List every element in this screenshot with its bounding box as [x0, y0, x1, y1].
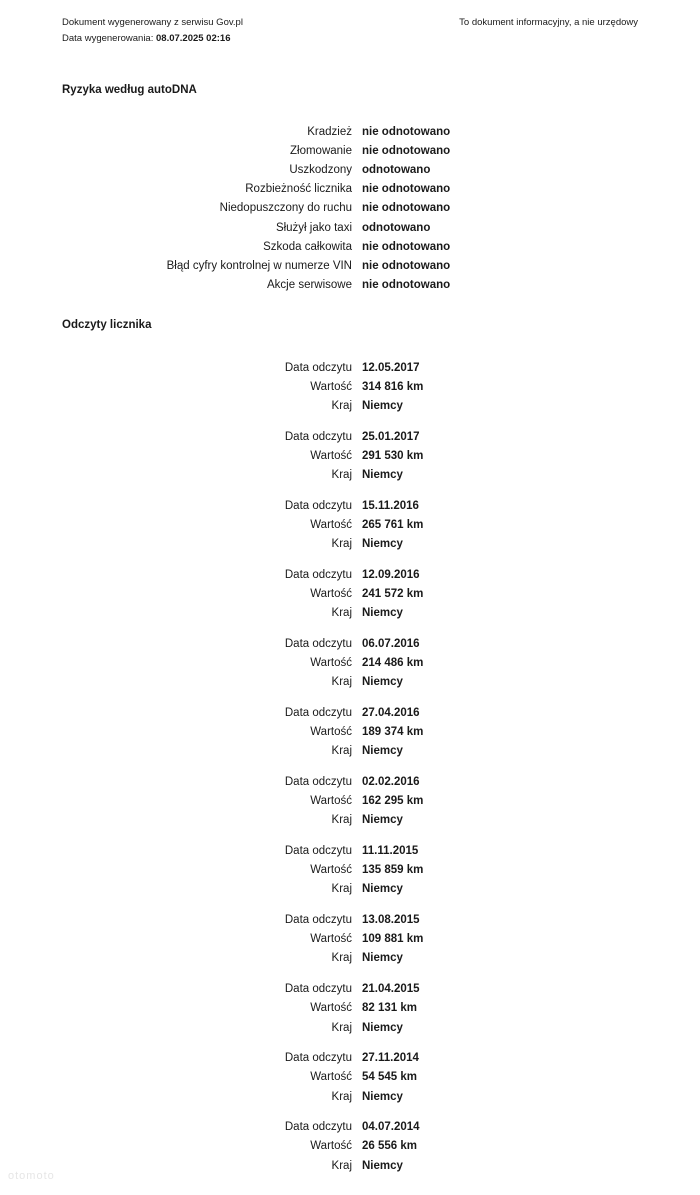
reading-country-value: Niemcy	[362, 1021, 403, 1034]
source-label: Dokument wygenerowany z serwisu Gov.pl	[62, 17, 243, 28]
reading-date	[0, 565, 700, 584]
reading-country	[0, 396, 700, 415]
reading-value-value: 82 131 km	[362, 1002, 417, 1015]
risk-row-value: odnotowano	[362, 163, 431, 176]
reading-date-value: 06.07.2016	[362, 637, 420, 650]
reading-country	[0, 604, 700, 623]
reading-country-label: Kraj	[331, 469, 352, 482]
reading-date	[0, 772, 700, 791]
reading-value	[0, 1068, 700, 1087]
reading-value-label: Wartość	[310, 657, 352, 670]
risk-row-label: Służył jako taxi	[275, 221, 352, 234]
reading-country-value: Niemcy	[362, 952, 403, 965]
reading-value-label: Wartość	[310, 1002, 352, 1015]
reading-country	[0, 1087, 700, 1106]
risk-row-value: nie odnotowano	[362, 125, 451, 138]
reading-value-value: 265 761 km	[362, 518, 424, 531]
reading-date-label: Data odczytu	[284, 568, 352, 581]
reading-country	[0, 1156, 700, 1175]
reading-value	[0, 584, 700, 603]
reading-value-label: Wartość	[310, 864, 352, 877]
reading-country-value: Niemcy	[362, 883, 403, 896]
reading-country	[0, 673, 700, 692]
reading-value-value: 189 374 km	[362, 726, 424, 739]
reading-date-value: 02.02.2016	[362, 775, 420, 788]
reading-value-value: 162 295 km	[362, 795, 424, 808]
reading-date-value: 21.04.2015	[362, 983, 420, 996]
reading-value-label: Wartość	[310, 587, 352, 600]
risks-section-title: Ryzyka według autoDNA	[62, 84, 197, 96]
reading-country-value: Niemcy	[362, 1159, 403, 1172]
reading-date-label: Data odczytu	[284, 499, 352, 512]
reading-country-label: Kraj	[331, 745, 352, 758]
reading-country-label: Kraj	[331, 607, 352, 620]
odometer-reading	[0, 1118, 700, 1176]
odometer-reading	[0, 772, 700, 830]
reading-value	[0, 515, 700, 534]
reading-date	[0, 1118, 700, 1137]
reading-country	[0, 811, 700, 830]
risk-row-value: nie odnotowano	[362, 240, 451, 253]
generation-date	[62, 31, 243, 47]
risk-row	[0, 218, 700, 237]
reading-date-value: 25.01.2017	[362, 430, 420, 443]
odometer-reading	[0, 358, 700, 416]
reading-country-value: Niemcy	[362, 814, 403, 827]
reading-date	[0, 634, 700, 653]
reading-date-label: Data odczytu	[284, 914, 352, 927]
reading-country-value: Niemcy	[362, 745, 403, 758]
reading-value	[0, 1137, 700, 1156]
generation-date-label: Data wygenerowania:	[62, 33, 154, 44]
risk-row	[0, 237, 700, 256]
reading-country-label: Kraj	[331, 399, 352, 412]
reading-value-value: 241 572 km	[362, 587, 424, 600]
generation-date-value: 08.07.2025 02:16	[156, 33, 231, 44]
risk-row	[0, 276, 700, 295]
odometer-reading	[0, 911, 700, 969]
reading-date-value: 13.08.2015	[362, 914, 420, 927]
reading-date-label: Data odczytu	[284, 637, 352, 650]
risk-row	[0, 141, 700, 160]
reading-date-label: Data odczytu	[284, 983, 352, 996]
risk-row	[0, 122, 700, 141]
reading-date-value: 04.07.2014	[362, 1121, 420, 1134]
reading-value-label: Wartość	[310, 1140, 352, 1153]
reading-value-label: Wartość	[310, 795, 352, 808]
reading-country	[0, 465, 700, 484]
odometer-reading	[0, 841, 700, 899]
reading-country-value: Niemcy	[362, 538, 403, 551]
odometer-reading	[0, 703, 700, 761]
document-header	[62, 15, 243, 47]
risk-row	[0, 199, 700, 218]
reading-date	[0, 703, 700, 722]
reading-country	[0, 949, 700, 968]
reading-date-value: 12.05.2017	[362, 361, 420, 374]
reading-value-value: 314 816 km	[362, 380, 424, 393]
watermark: otomoto	[8, 1170, 55, 1182]
risk-row-label: Rozbieżność licznika	[245, 183, 352, 196]
reading-date-label: Data odczytu	[284, 361, 352, 374]
reading-date-label: Data odczytu	[284, 775, 352, 788]
risk-row-label: Akcje serwisowe	[267, 279, 352, 292]
risk-row-value: nie odnotowano	[362, 202, 451, 215]
reading-value-label: Wartość	[310, 518, 352, 531]
readings-table	[0, 358, 700, 1187]
reading-value-value: 26 556 km	[362, 1140, 417, 1153]
reading-country	[0, 535, 700, 554]
reading-country-label: Kraj	[331, 538, 352, 551]
reading-value-value: 135 859 km	[362, 864, 424, 877]
reading-date	[0, 911, 700, 930]
reading-value-label: Wartość	[310, 380, 352, 393]
reading-country-label: Kraj	[331, 814, 352, 827]
risk-row	[0, 180, 700, 199]
reading-date	[0, 427, 700, 446]
reading-country	[0, 880, 700, 899]
odometer-reading	[0, 1049, 700, 1107]
risk-row-value: odnotowano	[362, 221, 431, 234]
reading-value	[0, 723, 700, 742]
reading-value-label: Wartość	[310, 1071, 352, 1084]
risks-table	[0, 122, 700, 295]
disclaimer: To dokument informacyjny, a nie urzędowy	[459, 17, 638, 28]
reading-country	[0, 742, 700, 761]
risk-row-label: Kradzież	[307, 125, 352, 138]
odometer-reading	[0, 565, 700, 623]
reading-date	[0, 1049, 700, 1068]
reading-date-label: Data odczytu	[284, 430, 352, 443]
reading-value-value: 109 881 km	[362, 933, 424, 946]
risk-row	[0, 160, 700, 179]
reading-value-value: 291 530 km	[362, 449, 424, 462]
odometer-reading	[0, 427, 700, 485]
reading-value-value: 54 545 km	[362, 1071, 417, 1084]
reading-country-label: Kraj	[331, 952, 352, 965]
reading-country-value: Niemcy	[362, 1090, 403, 1103]
risk-row-value: nie odnotowano	[362, 183, 451, 196]
reading-value-value: 214 486 km	[362, 657, 424, 670]
reading-date-label: Data odczytu	[284, 1121, 352, 1134]
reading-country-value: Niemcy	[362, 469, 403, 482]
reading-value	[0, 653, 700, 672]
reading-country-label: Kraj	[331, 1090, 352, 1103]
reading-country-value: Niemcy	[362, 607, 403, 620]
risk-row-label: Uszkodzony	[289, 163, 352, 176]
odometer-reading	[0, 980, 700, 1038]
reading-date	[0, 496, 700, 515]
reading-country	[0, 1018, 700, 1037]
reading-value-label: Wartość	[310, 726, 352, 739]
odometer-reading	[0, 496, 700, 554]
reading-country-label: Kraj	[331, 1021, 352, 1034]
risk-row-label: Błąd cyfry kontrolnej w numerze VIN	[166, 259, 352, 272]
risk-row-value: nie odnotowano	[362, 259, 451, 272]
reading-value-label: Wartość	[310, 933, 352, 946]
reading-value	[0, 377, 700, 396]
odometer-reading	[0, 634, 700, 692]
reading-date-label: Data odczytu	[284, 706, 352, 719]
reading-date-value: 11.11.2015	[362, 845, 419, 858]
risk-row-label: Złomowanie	[290, 144, 352, 157]
reading-country-label: Kraj	[331, 1159, 352, 1172]
risk-row-value: nie odnotowano	[362, 144, 451, 157]
reading-value	[0, 999, 700, 1018]
reading-date-label: Data odczytu	[284, 1052, 352, 1065]
reading-date-value: 15.11.2016	[362, 499, 419, 512]
reading-date-value: 27.11.2014	[362, 1052, 419, 1065]
risk-row-label: Niedopuszczony do ruchu	[219, 202, 352, 215]
risk-row-label: Szkoda całkowita	[263, 240, 352, 253]
readings-section-title: Odczyty licznika	[62, 319, 152, 331]
risk-row-value: nie odnotowano	[362, 279, 451, 292]
reading-country-value: Niemcy	[362, 399, 403, 412]
reading-date	[0, 358, 700, 377]
reading-date	[0, 980, 700, 999]
reading-date-value: 27.04.2016	[362, 706, 420, 719]
reading-country-value: Niemcy	[362, 676, 403, 689]
reading-date-value: 12.09.2016	[362, 568, 420, 581]
reading-value	[0, 792, 700, 811]
reading-date	[0, 841, 700, 860]
reading-country-label: Kraj	[331, 676, 352, 689]
reading-date-label: Data odczytu	[284, 845, 352, 858]
reading-value	[0, 861, 700, 880]
reading-country-label: Kraj	[331, 883, 352, 896]
risk-row	[0, 256, 700, 275]
reading-value-label: Wartość	[310, 449, 352, 462]
reading-value	[0, 446, 700, 465]
reading-value	[0, 930, 700, 949]
